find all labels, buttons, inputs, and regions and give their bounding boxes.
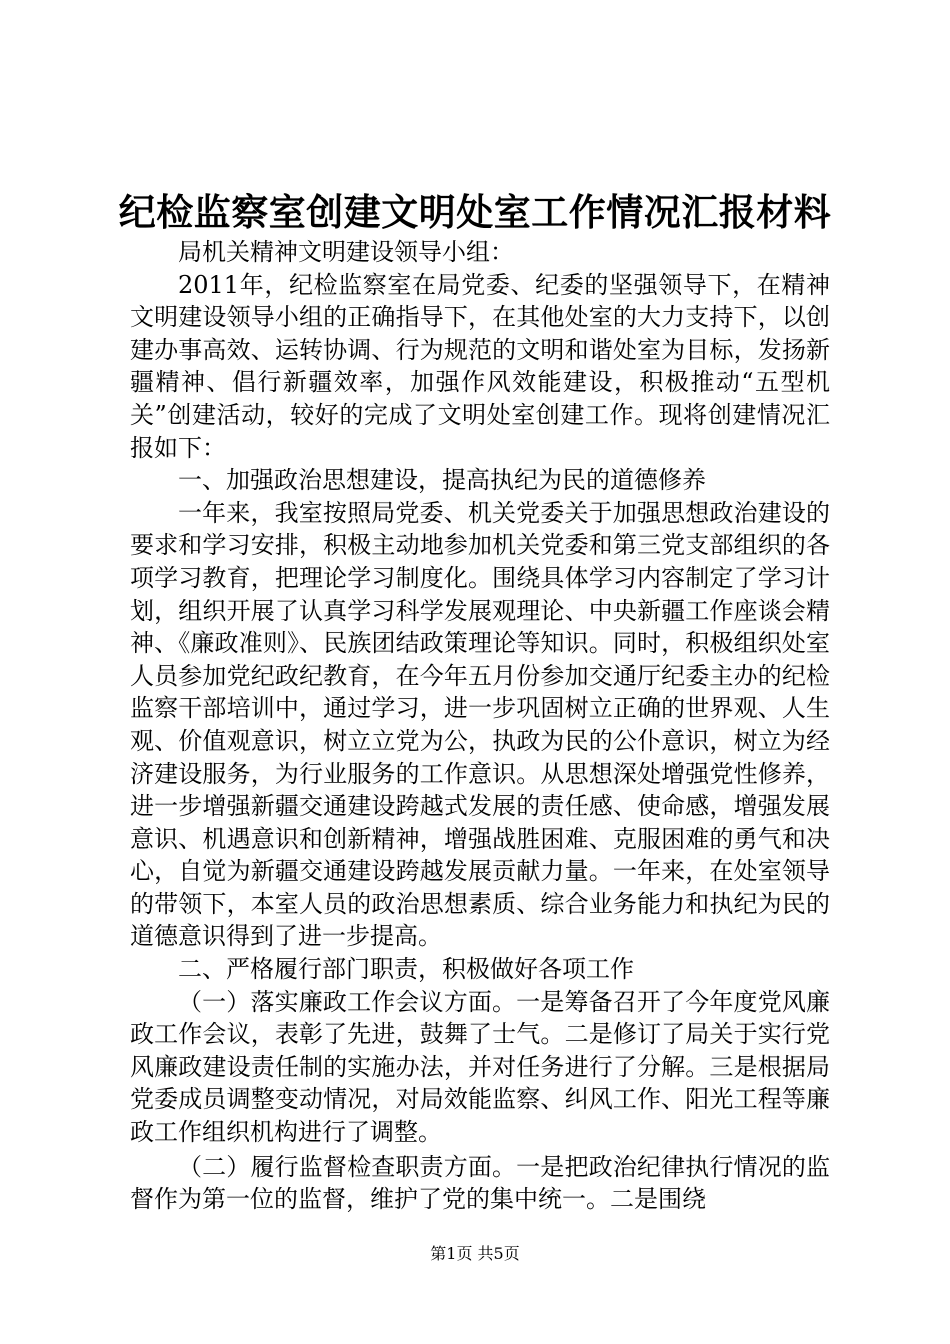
section-2-item-2: （二）履行监督检查职责方面。一是把政治纪律执行情况的监督作为第一位的监督，维护了党的集中统一。二是围绕 <box>130 1152 830 1214</box>
intro-paragraph: 2011年，纪检监察室在局党委、纪委的坚强领导下，在精神文明建设领导小组的正确指导下，在其他处室的大力支持下，以创建办事高效、运转协调、行为规范的文明和谐处室为目标，发扬新疆精神、倡行新疆效率，加强作风效能建设，积极推动“五型机关”创建活动，较好的完成了文明处室创建工作。现将创建情况汇报如下： <box>130 270 830 462</box>
document-body <box>130 236 830 1216</box>
page-number: 第1页 共5页 <box>430 1244 520 1263</box>
section-1-heading: 一、加强政治思想建设，提高执纪为民的道德修养 <box>178 466 706 495</box>
document-title: 纪检监察室创建文明处室工作情况汇报材料 <box>118 190 832 234</box>
section-1-paragraph: 一年来，我室按照局党委、机关党委关于加强思想政治建设的要求和学习安排，积极主动地参加机关党委和第三党支部组织的各项学习教育，把理论学习制度化。围绕具体学习内容制定了学习计划，组织开展了认真学习科学发展观理论、中央新疆工作座谈会精神、《廉政准则》、民族团结政策理论等知识。同时，积极组织处室人员参加党纪政纪教育，在今年五月份参加交通厅纪委主办的纪检监察干部培训中，通过学习，进一步巩固树立正确的世界观、人生观、价值观意识，树立立党为公，执政为民的公仆意识，树立为经济建设服务，为行业服务的工作意识。从思想深处增强党性修养，进一步增强新疆交通建设跨越式发展的责任感、使命感，增强发展意识、机遇意识和创新精神，增强战胜困难、克服困难的勇气和决心，自觉为新疆交通建设跨越发展贡献力量。一年来，在处室领导的带领下，本室人员的政治思想素质、综合业务能力和执纪为民的道德意识得到了进一步提高。 <box>130 498 830 951</box>
salutation: 局机关精神文明建设领导小组： <box>178 238 514 266</box>
section-2-heading: 二、严格履行部门职责，积极做好各项工作 <box>178 955 634 984</box>
section-2-item-1: （一）落实廉政工作会议方面。一是筹备召开了今年度党风廉政工作会议，表彰了先进，鼓舞了士气。二是修订了局关于实行党风廉政建设责任制的实施办法，并对任务进行了分解。三是根据局党委成员调整变动情况，对局效能监察、纠风工作、阳光工程等廉政工作组织机构进行了调整。 <box>130 987 830 1147</box>
